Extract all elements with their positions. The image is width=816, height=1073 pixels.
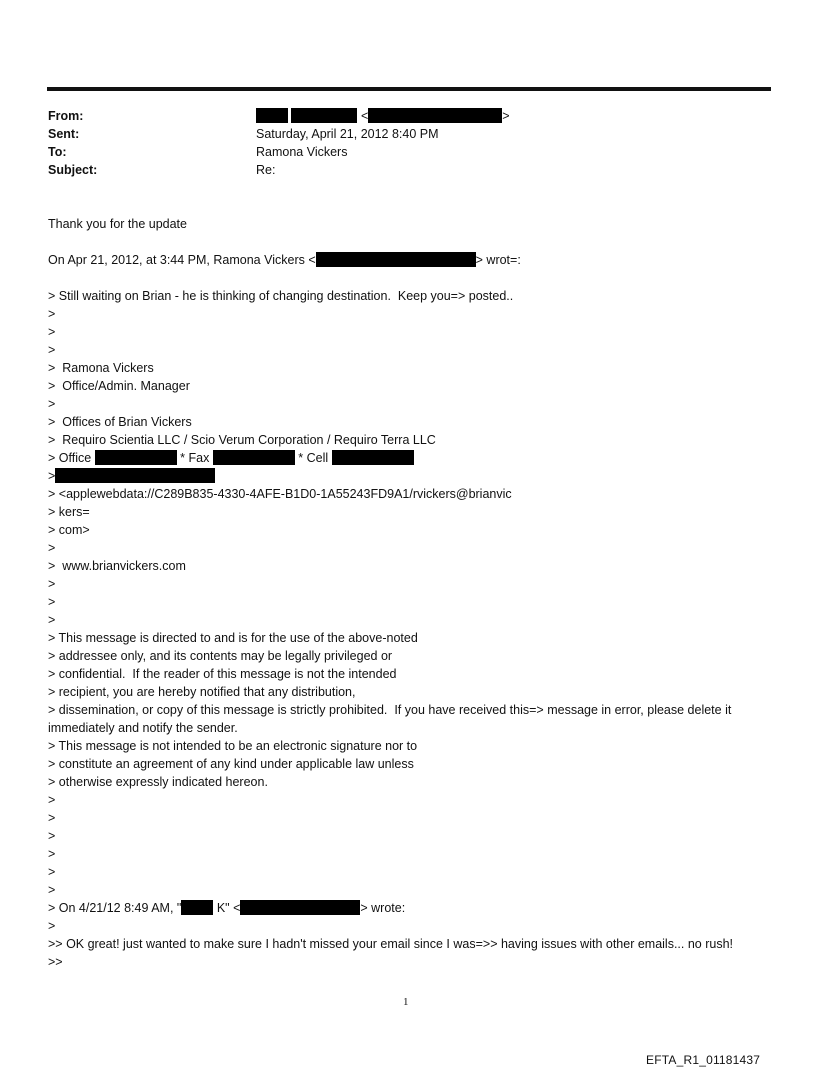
body-line: > xyxy=(48,343,56,357)
body-line: > xyxy=(48,307,56,321)
body-line: > xyxy=(48,325,56,339)
body-line: > xyxy=(48,883,56,897)
website-line: > www.brianvickers.com xyxy=(48,559,186,573)
body-line: > com> xyxy=(48,523,90,537)
body-line: > xyxy=(48,865,56,879)
disclaimer-line: > This message is not intended to be an electronic signature nor to xyxy=(48,739,418,753)
email-body xyxy=(48,215,748,971)
signature-title: > Office/Admin. Manager xyxy=(48,379,190,393)
disclaimer-line: > This message is directed to and is for the use of the above-noted xyxy=(48,631,418,645)
redaction-block xyxy=(368,108,502,123)
body-line: > xyxy=(48,811,56,825)
signature-offices: > Offices of Brian Vickers xyxy=(48,415,192,429)
reply-end: >> xyxy=(48,955,63,969)
redaction-block xyxy=(316,252,476,267)
redaction-block xyxy=(256,108,288,123)
disclaimer-line: > addressee only, and its contents may be legally privileged or xyxy=(48,649,393,663)
redaction-block xyxy=(240,900,360,915)
to-value: Ramona Vickers xyxy=(256,145,348,159)
body-line: > xyxy=(48,793,56,807)
redaction-block xyxy=(95,450,177,465)
body-line: > xyxy=(48,577,56,591)
disclaimer-line: > recipient, you are hereby notified that any distribution, xyxy=(48,685,356,699)
body-line: Thank you for the update xyxy=(48,217,187,231)
nested-quote-intro: > On 4/21/12 8:49 AM, " K" < > wrote: xyxy=(48,901,406,915)
from-value: < > xyxy=(256,107,510,125)
signature-redacted: > xyxy=(48,467,748,485)
body-line: > xyxy=(48,397,56,411)
disclaimer-line: > confidential. If the reader of this message is not the intended xyxy=(48,667,397,681)
redaction-block xyxy=(213,450,295,465)
subject-label: Subject: xyxy=(48,163,98,177)
header-rule xyxy=(47,87,771,91)
subject-value: Re: xyxy=(256,163,276,177)
body-line: > <applewebdata://C289B835-4330-4AFE-B1D0-1A55243FD9A1/rvickers@brianvic xyxy=(48,487,512,501)
signature-companies: > Requiro Scientia LLC / Scio Verum Corporation / Requiro Terra LLC xyxy=(48,433,436,447)
sent-value: Saturday, April 21, 2012 8:40 PM xyxy=(256,127,439,141)
body-line: > kers= xyxy=(48,505,90,519)
body-line: > xyxy=(48,541,56,555)
page-number: 1 xyxy=(403,996,409,1008)
body-line: > Still waiting on Brian - he is thinking of changing destination. Keep you=> posted.. xyxy=(48,289,514,303)
signature-name: > Ramona Vickers xyxy=(48,361,154,375)
disclaimer-line: > constitute an agreement of any kind under applicable law unless xyxy=(48,757,414,771)
sent-label: Sent: xyxy=(48,127,80,141)
disclaimer-line: > otherwise expressly indicated hereon. xyxy=(48,775,268,789)
body-line: > xyxy=(48,829,56,843)
quote-intro: On Apr 21, 2012, at 3:44 PM, Ramona Vickers < > wrot=: xyxy=(48,253,521,267)
reply-line: >> OK great! just wanted to make sure I hadn't missed your email since I was=>> having issues with other emails... no rush! xyxy=(48,937,734,951)
redaction-block xyxy=(181,900,213,915)
redaction-block xyxy=(332,450,414,465)
body-line: > xyxy=(48,919,56,933)
body-line: > xyxy=(48,847,56,861)
body-line: > xyxy=(48,595,56,609)
from-label: From: xyxy=(48,109,84,123)
body-line: > xyxy=(48,613,56,627)
redaction-block xyxy=(291,108,357,123)
to-label: To: xyxy=(48,145,67,159)
redaction-block xyxy=(55,468,215,483)
disclaimer-line: > dissemination, or copy of this message is strictly prohibited. If you have received this=> message in error, please delete it immediately and notify the sender. xyxy=(48,703,735,735)
signature-contacts: > Office * Fax * Cell xyxy=(48,449,748,467)
document-id-footer: EFTA_R1_01181437 xyxy=(646,1053,761,1067)
